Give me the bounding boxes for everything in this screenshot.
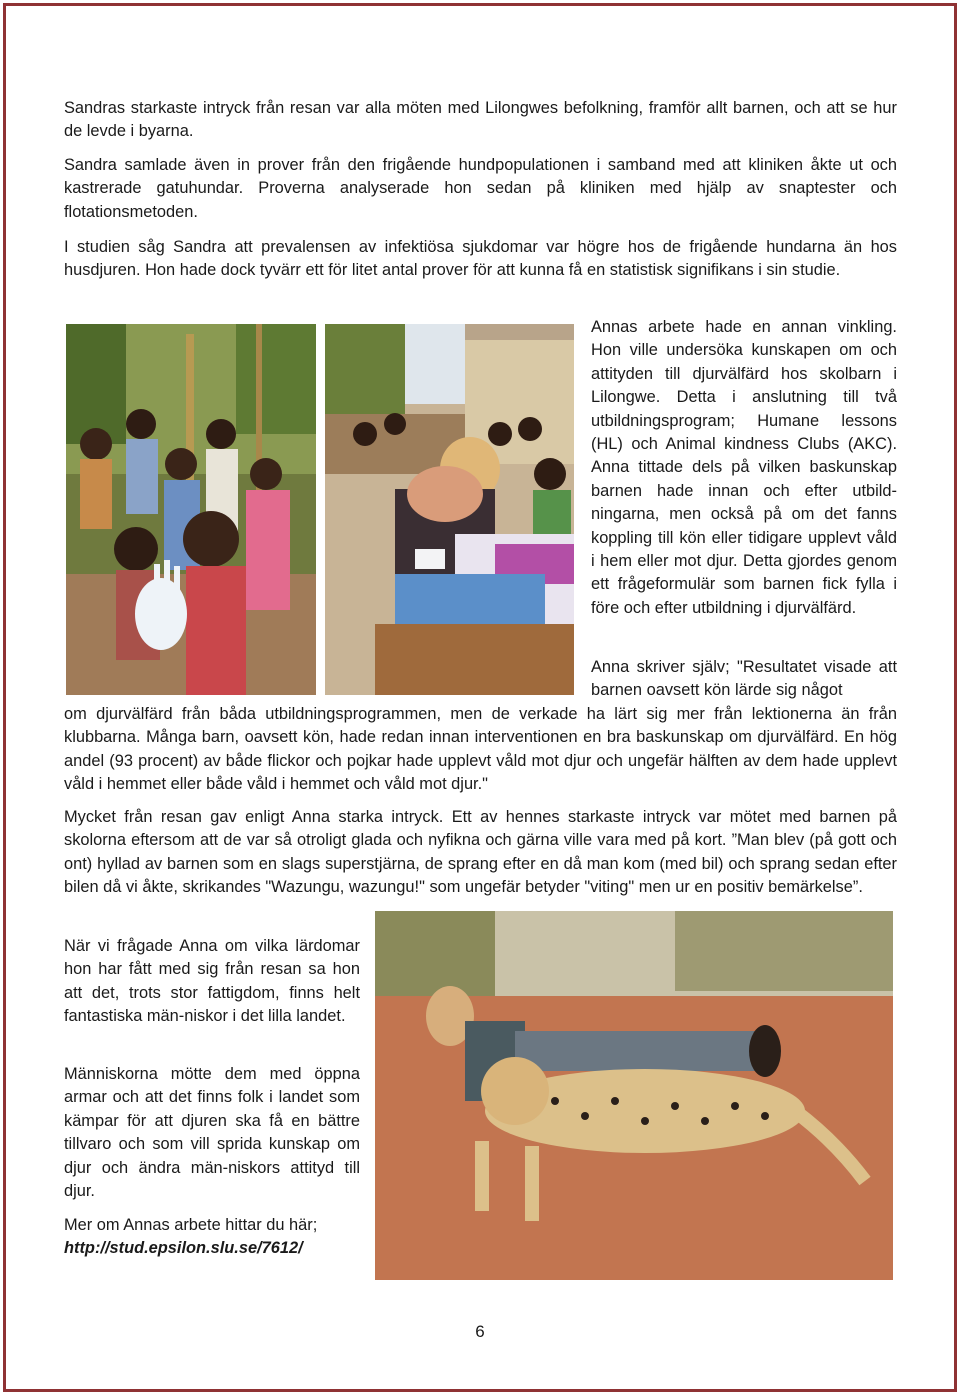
paragraph-sandra-study: I studien såg Sandra att prevalensen av infektiösa sjukdomar var högre hos de frigående hundarna än hos husdjuren. Hon hade dock tyvärr ett för litet antal prover för att kunna få en statistisk signifikans i sin studie. — [64, 238, 897, 280]
more-info-text: Mer om Annas arbete hittar du här; — [64, 1216, 318, 1234]
thesis-link[interactable]: http://stud.epsilon.slu.se/7612/ — [64, 1239, 303, 1258]
paragraph-more-info — [64, 1214, 360, 1261]
paragraph-sandra-impressions: Sandras starkaste intryck från resan var alla möten med Lilongwes befolkning, framför allt barnen, och att se hur de levde i byarna. — [64, 99, 897, 141]
photo-children-village — [66, 324, 316, 695]
paragraph-lessons: När vi frågade Anna om vilka lärdomar hon har fått med sig från resan sa hon att det, trots stor fattigdom, finns helt fantastiska män-niskor i det lilla landet. — [64, 937, 360, 1026]
page-number: 6 — [475, 1322, 485, 1341]
paragraph-anna-study: Annas arbete hade en annan vinkling. Hon ville undersöka kunskapen om och attityden till djurvälfärd hos skolbarn i Lilongwe. Detta i anslutning till två utbildningsprogram; Humane lessons (HL) och Animal kindness Clubs (AKC). Anna tittade dels på vilken baskunskap barnen hade innan och efter utbild-ningarna, men också på om det fanns koppling till kön eller tidigare upplevt våld i hem eller mot djur. Detta gjordes genom ett frågeformulär som barnen fick fylla i före och efter utbildning i djurvälfärd. — [591, 318, 897, 617]
photo-veterinary-surgery — [325, 324, 574, 695]
photo-cheetah — [375, 911, 893, 1280]
paragraph-anna-impressions: Mycket från resan gav enligt Anna starka intryck. Ett av hennes starkaste intryck var mötet med barnen på skolorna eftersom att de var så otroligt glada och nyfikna och gärna ville vara med på kort. ”Man blev (på gott och ont) hyllad av barnen som en slags superstjärna, de sprang efter en då man kom (med bil) och sprang sedan efter bilen då vi åkte, skrikandes "Wazungu, wazungu!" som ungefär betyder "viting" men ur en positiv bemärkelse”. — [64, 808, 897, 897]
paragraph-anna-results: om djurvälfärd från båda utbildningsprogrammen, men de verkade ha lärt sig mer från lektionerna än från klubbarna. Många barn, oavsett kön, hade redan innan interventionen en bra baskunskap om djurvälfärd. En hög andel (93 procent) av både flickor och pojkar hade upplevt våld mot djur och ungefär hälften av dem hade upplevt våld i hemmet eller både våld i hemmet och våld mot djur." — [64, 705, 897, 794]
paragraph-sandra-samples: Sandra samlade även in prover från den frigående hundpopulationen i samband med att kliniken åkte ut och kastrerade gatuhundar. Proverna analyserade hon sedan på kliniken med hjälp av snaptester och flotationsmetoden. — [64, 156, 897, 221]
paragraph-people: Människorna mötte dem med öppna armar och att det finns folk i landet som kämpar för att djuren ska få en bättre tillvaro och som vill sprida kunskap om djur och ändra män-niskors attityd till djur. — [64, 1065, 360, 1201]
paragraph-anna-results-intro: Anna skriver själv; "Resultatet visade att barnen oavsett kön lärde sig något — [591, 658, 897, 700]
